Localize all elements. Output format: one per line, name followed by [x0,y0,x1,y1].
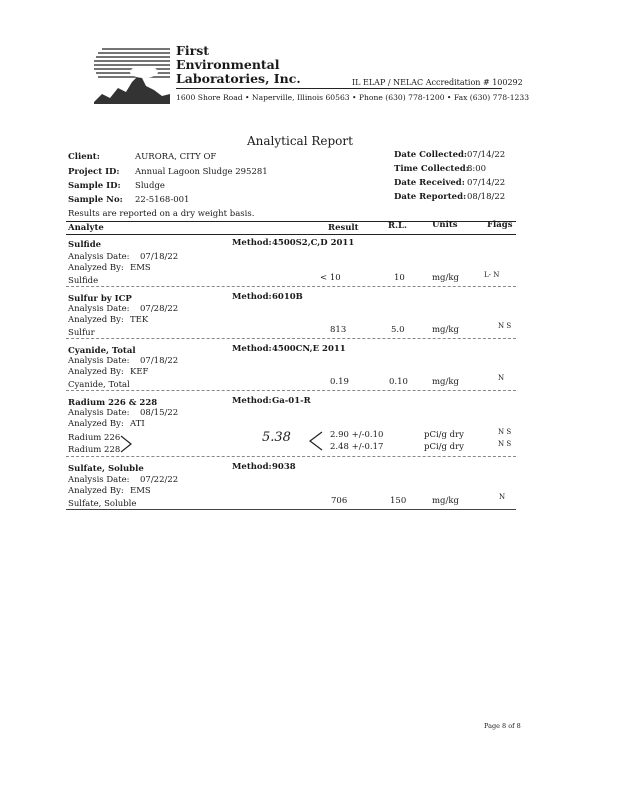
row-analyte: Radium 228 [68,445,121,455]
row-flags: N S [498,322,512,330]
row-units: mg/kg [432,273,459,283]
row-rl: 5.0 [391,325,405,335]
method-label: Method: [232,292,272,302]
report-title: Analytical Report [247,134,353,148]
row-analyte: Sulfur [68,328,95,338]
row-units: pCi/g dry [424,430,464,440]
section-rule [66,338,516,339]
row-result: < 10 [320,273,341,283]
row-analyte: Radium 226 [68,433,121,443]
header-rule [176,88,502,89]
analysis-date-value: 07/22/22 [140,475,179,485]
row-result: 706 [331,496,348,506]
time-collected-label: Time Collected: [394,164,469,174]
date-collected-value: 07/14/22 [467,150,506,160]
section-title: Sulfate, Soluble [68,464,144,474]
method-label: Method: [232,462,272,472]
hand-less-than-mark [308,430,324,452]
row-rl: 10 [394,273,405,283]
row-analyte: Sulfide [68,276,99,286]
date-collected-label: Date Collected: [394,150,468,160]
analyzed-by-label: Analyzed By: [68,486,124,496]
analyzed-by-value: TEK [130,315,149,325]
row-flags: N [498,374,505,382]
sample-no-value: 22-5168-001 [135,195,190,205]
analysis-date-value: 08/15/22 [140,408,179,418]
method-label: Method: [232,396,272,406]
section-rule [66,286,516,287]
table-header-rule [66,234,516,235]
date-received-value: 07/14/22 [467,178,506,188]
analysis-date-label: Analysis Date: [68,356,130,366]
method-value: 4500CN,E 2011 [272,344,346,354]
row-result: 2.48 +/-0.17 [330,442,384,452]
date-received-label: Date Received: [394,178,465,188]
section-title: Radium 226 & 228 [68,398,158,408]
row-analyte: Cyanide, Total [68,380,130,390]
client-label: Client: [68,152,100,162]
method-label: Method: [232,238,272,248]
analyzed-by-value: EMS [130,486,151,496]
analyzed-by-value: EMS [130,263,151,273]
company-name-line3: Laboratories, Inc. [176,71,301,86]
hand-bracket-mark [118,434,134,454]
project-label: Project ID: [68,167,120,177]
accreditation-text: IL ELAP / NELAC Accreditation # 100292 [352,78,523,87]
col-result: Result [328,223,359,233]
col-rl: R.L. [388,221,407,231]
row-flags: N [499,493,506,501]
row-rl: 0.10 [389,377,408,387]
row-result: 0.19 [330,377,349,387]
row-units: mg/kg [432,325,459,335]
col-analyte: Analyte [68,223,104,233]
row-result: 813 [330,325,347,335]
row-units: mg/kg [432,496,459,506]
table-bottom-rule [66,509,516,510]
analysis-date-label: Analysis Date: [68,252,130,262]
section-title: Cyanide, Total [68,346,136,356]
company-logo [92,44,172,106]
method-value: 9038 [272,462,296,472]
analysis-date-value: 07/18/22 [140,356,179,366]
row-units: pCi/g dry [424,442,464,452]
analysis-date-value: 07/28/22 [140,304,179,314]
analysis-date-label: Analysis Date: [68,304,130,314]
analyzed-by-label: Analyzed By: [68,419,124,429]
section-title: Sulfide [68,240,102,250]
row-units: mg/kg [432,377,459,387]
handwritten-sum: 5.38 [262,430,291,445]
project-value: Annual Lagoon Sludge 295281 [135,167,268,177]
row-flags: N S [498,440,512,448]
analysis-date-label: Analysis Date: [68,475,130,485]
analysis-date-label: Analysis Date: [68,408,130,418]
row-result: 2.90 +/-0.10 [330,430,384,440]
analyzed-by-value: KEF [130,367,149,377]
page-number: Page 8 of 8 [484,722,521,730]
analyzed-by-label: Analyzed By: [68,315,124,325]
method-value: 4500S2,C,D 2011 [272,238,355,248]
client-value: AURORA, CITY OF [135,152,217,162]
section-title: Sulfur by ICP [68,294,132,304]
sample-id-label: Sample ID: [68,181,121,191]
date-reported-value: 08/18/22 [467,192,506,202]
method-value: 6010B [272,292,303,302]
company-name-line1: First [176,43,210,58]
row-flags: L- N [484,271,500,279]
date-reported-label: Date Reported: [394,192,467,202]
analysis-date-value: 07/18/22 [140,252,179,262]
col-flags: Flags [487,220,513,230]
col-units: Units [432,220,458,230]
company-name-line2: Environmental [176,57,280,72]
section-rule [66,390,516,391]
method-label: Method: [232,344,272,354]
company-address: 1600 Shore Road • Naperville, Illinois 60563 • Phone (630) 778-1200 • Fax (630) 778-1233 [176,93,530,102]
method-value: Ga-01-R [272,396,311,406]
analyzed-by-label: Analyzed By: [68,367,124,377]
basis-note: Results are reported on a dry weight basis. [68,209,255,219]
row-flags: N S [498,428,512,436]
logo-graphic [92,44,172,106]
sample-id-value: Sludge [135,181,165,191]
section-rule [66,456,516,457]
analyzed-by-label: Analyzed By: [68,263,124,273]
time-collected-value: 8:00 [467,164,487,174]
row-rl: 150 [390,496,407,506]
analyzed-by-value: ATI [130,419,145,429]
row-analyte: Sulfate, Soluble [68,499,137,509]
sample-no-label: Sample No: [68,195,123,205]
